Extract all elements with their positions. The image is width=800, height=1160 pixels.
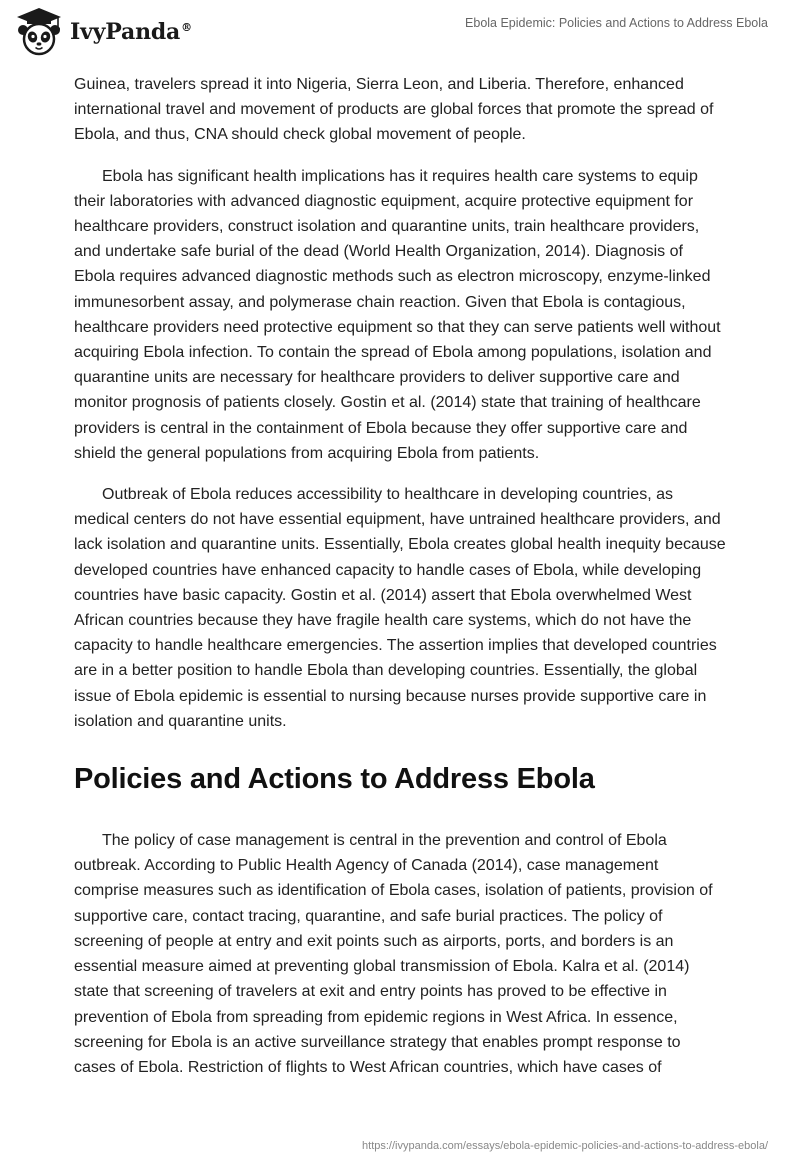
brand-logo[interactable] (14, 6, 192, 58)
brand-name: IvyPanda® (70, 19, 192, 45)
article-body (74, 72, 726, 1096)
paragraph-1: Guinea, travelers spread it into Nigeria, Sierra Leon, and Liberia. Therefore, enhanced international travel and movement of products are global forces that promote the spread of Ebola, and thus, CNA should check global movement of people. (74, 76, 714, 144)
page-header (0, 0, 800, 66)
paragraph-2: Ebola has significant health implications has it requires health care systems to equip their laboratories with advanced diagnostic equipment, acquire protective equipment for healthcare providers, construct isolation and quarantine units, train healthcare providers, and undertake safe burial of the dead (World Health Organization, 2014). Diagnosis of Ebola requires advanced diagnostic methods such as electron microscopy, enzyme-linked immunesorbent assay, and polymerase chain reaction. Given that Ebola is contagious, healthcare providers need protective equipment so that they can serve patients well without acquiring Ebola infection. To contain the spread of Ebola among populations, isolation and quarantine units are necessary for healthcare providers to deliver supportive care and monitor prognosis of patients closely. Gostin et al. (2014) state that training of healthcare providers is central in the containment of Ebola because they offer supportive care and shield the general populations from acquiring Ebola from patients. (74, 167, 721, 462)
paragraph-3: Outbreak of Ebola reduces accessibility to healthcare in developing countries, as medical centers do not have essential equipment, have untrained healthcare providers, and lack isolation and quarantine units. Essentially, Ebola creates global health inequity because developed countries have enhanced capacity to handle cases of Ebola, while developing countries have basic capacity. Gostin et al. (2014) assert that Ebola overwhelmed West African countries because they have fragile health care systems, which do not have the capacity to handle healthcare emergencies. The assertion implies that developed countries are in a better position to handle Ebola than developing countries. Essentially, the global issue of Ebola epidemic is essential to nursing because nurses provide supportive care in isolation and quarantine units. (74, 486, 726, 730)
paragraph-4: The policy of case management is central in the prevention and control of Ebola outbreak. According to Public Health Agency of Canada (2014), case management comprise measures such as identification of Ebola cases, isolation of patients, provision of supportive care, contact tracing, quarantine, and safe burial practices. The policy of screening of people at entry and exit points such as airports, ports, and borders is an essential measure aimed at preventing global transmission of Ebola. Kalra et al. (2014) state that screening of travelers at exit and entry points has proved to be effective in prevention of Ebola from spreading from epidemic regions in West Africa. In essence, screening for Ebola is an active surveillance strategy that enables prompt response to cases of Ebola. Restriction of flights to West African countries, which have cases of (74, 832, 713, 1076)
section-heading: Policies and Actions to Address Ebola (74, 763, 595, 796)
panda-graduate-icon (14, 6, 64, 58)
document-title: Ebola Epidemic: Policies and Actions to Address Ebola (465, 16, 768, 30)
source-url[interactable]: https://ivypanda.com/essays/ebola-epidemic-policies-and-actions-to-address-ebola/ (362, 1140, 768, 1152)
